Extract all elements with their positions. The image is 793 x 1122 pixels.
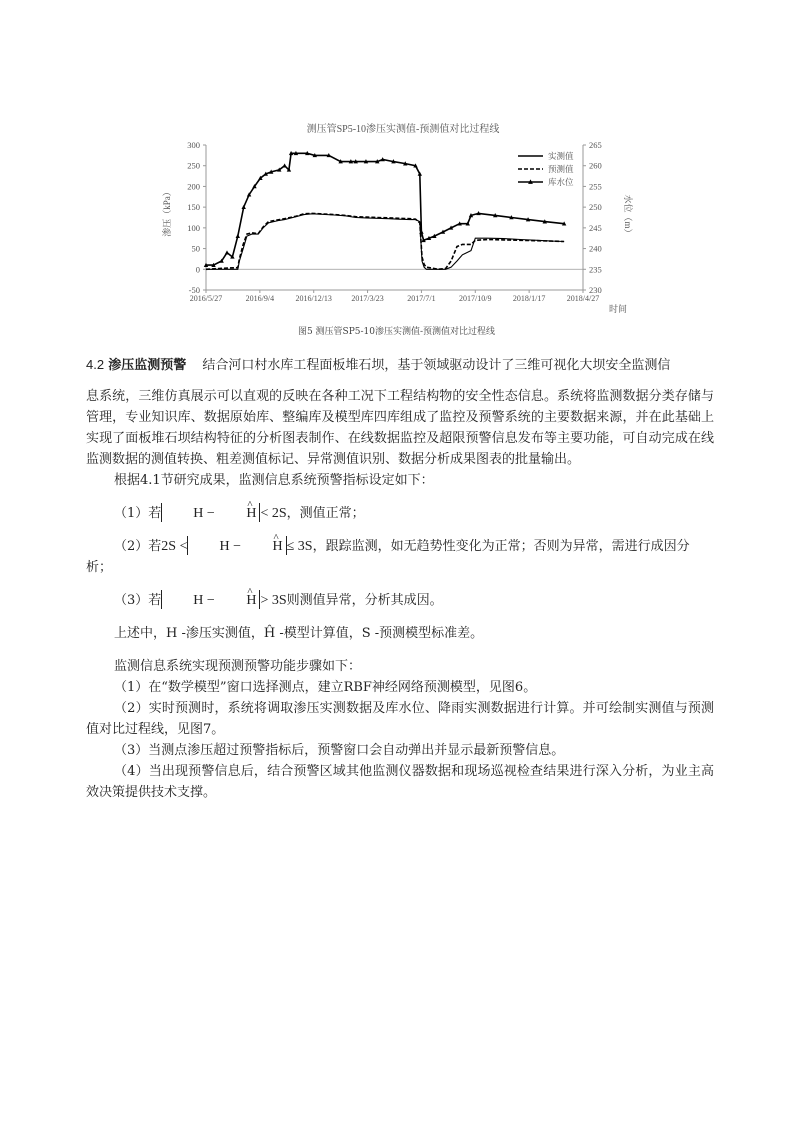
y-tick-label: 50	[191, 243, 200, 254]
y2-tick-label: 255	[589, 181, 602, 192]
intro-first-line: 结合河口村水库工程面板堆石坝，基于领域驱动设计了三维可视化大坝安全监测信	[202, 358, 671, 373]
intro-paragraph: 息系统，三维仿真展示可以直观的反映在各种工况下工程结构物的安全性态信息。系统将监测数据分类存储与管理，专业知识库、数据原始库、整编库及模型库四库组成了监控及预警系统的主要数据来源，并在此基础上实现了面板堆石坝结构特征的分析图表制作、在线数据监控及超限预警信息发布等主要功能，可自动完成在线监测数据的测值转换、粗差测值标记、异常测值识别、数据分析成果图表的批量输出。	[86, 389, 714, 467]
series-marker	[236, 234, 240, 238]
x-tick-label: 2018/1/17	[512, 294, 546, 303]
section-heading	[86, 354, 714, 376]
formula-3-abs: H − ^ H	[161, 590, 260, 609]
formula-2-suffix: ，跟踪监测，如无趋势性变化为正常；否则为异常，需进行成因分析；	[86, 539, 690, 575]
y2-tick-label: 265	[589, 140, 602, 150]
x-tick-label: 2016/5/27	[189, 294, 223, 303]
steps-intro: 监测信息系统实现预测预警功能步骤如下：	[114, 659, 362, 674]
y2-tick-label: 240	[589, 243, 602, 254]
threshold-paragraph: 根据4.1节研究成果，监测信息系统预警指标设定如下：	[114, 473, 434, 488]
x-tick-label: 2016/9/4	[245, 294, 275, 303]
legend-label-3: 库水位	[548, 177, 574, 187]
y2-tick-label: 260	[589, 160, 602, 171]
y-tick-label: 250	[187, 160, 200, 171]
x-tick-label: 2016/12/13	[295, 294, 332, 303]
legend	[518, 151, 574, 187]
y-tick-label: 100	[187, 222, 200, 233]
series-line-3	[206, 153, 564, 265]
formula-3-rel: > 3S	[260, 593, 287, 608]
series-layer	[204, 151, 567, 269]
series-marker	[225, 250, 229, 254]
formula-2	[86, 536, 714, 578]
y-tick-label: -50	[188, 285, 200, 295]
formula-2-rel: ≤ 3S	[286, 539, 313, 554]
y2-tick-label: 235	[589, 264, 602, 275]
y2-tick-label: 230	[589, 285, 602, 295]
formula-1-rel: < 2S	[260, 506, 287, 521]
variables-paragraph: 上述中，H -渗压实测值，Ĥ -模型计算值，S -预测模型标准差。	[114, 626, 484, 641]
section-number: 4.2	[86, 357, 105, 372]
series-line-2	[206, 213, 564, 269]
formula-2-lhs: 2S <	[161, 539, 188, 554]
step-2: （2）实时预测时，系统将调取渗压实测数据及库水位、降雨实测数据进行计算。并可绘制实测值与预测值对比过程线，见图7。	[86, 701, 714, 737]
section-4-2	[86, 354, 714, 803]
formula-1-prefix: （1）若	[114, 506, 162, 521]
legend-label-1: 实测值	[548, 151, 574, 161]
formula-3-prefix: （3）若	[114, 593, 162, 608]
y2-axis-label: 水位（m）	[623, 194, 633, 238]
x-axis-label: 时间	[608, 304, 628, 314]
series-marker	[282, 163, 286, 167]
legend-label-2: 预测值	[548, 164, 574, 174]
x-tick-label: 2017/10/9	[459, 294, 492, 303]
figure-5-chart	[160, 112, 633, 320]
y-tick-label: 0	[195, 264, 200, 275]
y-tick-label: 200	[187, 181, 200, 192]
step-4: （4）当出现预警信息后，结合预警区域其他监测仪器数据和现场巡视检查结果进行深入分析，为业主高效决策提供技术支撑。	[86, 764, 714, 800]
formula-1-abs: H − ^ H	[161, 503, 260, 522]
formula-3-suffix: 则测值异常，分析其成因。	[286, 593, 443, 608]
y-tick-label: 300	[187, 140, 200, 150]
y-tick-label: 150	[187, 202, 200, 213]
step-1: （1）在“数学模型”窗口选择测点，建立RBF神经网络预测模型，见图6。	[114, 680, 537, 695]
x-tick-label: 2017/7/1	[407, 294, 436, 303]
formula-1	[86, 503, 714, 524]
section-title: 渗压监测预警	[108, 358, 187, 373]
formula-3	[86, 590, 714, 611]
x-tick-label: 2018/4/27	[566, 294, 600, 303]
figure-caption: 图5 测压管SP5-10渗压实测值-预测值对比过程线	[297, 327, 496, 337]
formula-2-prefix: （2）若	[114, 539, 162, 554]
formula-2-abs: H − ^ H	[187, 536, 286, 555]
y2-tick-label: 245	[589, 222, 602, 233]
series-line-1	[206, 214, 564, 269]
y-axis-label: 渗压（kPa）	[162, 187, 172, 237]
x-tick-label: 2017/3/23	[351, 294, 384, 303]
y2-tick-label: 250	[589, 202, 602, 213]
step-3: （3）当测点渗压超过预警指标后，预警窗口会自动弹出并显示最新预警信息。	[114, 743, 565, 758]
formula-1-suffix: ，测值正常；	[286, 506, 365, 521]
chart-title: 测压管SP5-10渗压实测值-预测值对比过程线	[306, 124, 500, 135]
